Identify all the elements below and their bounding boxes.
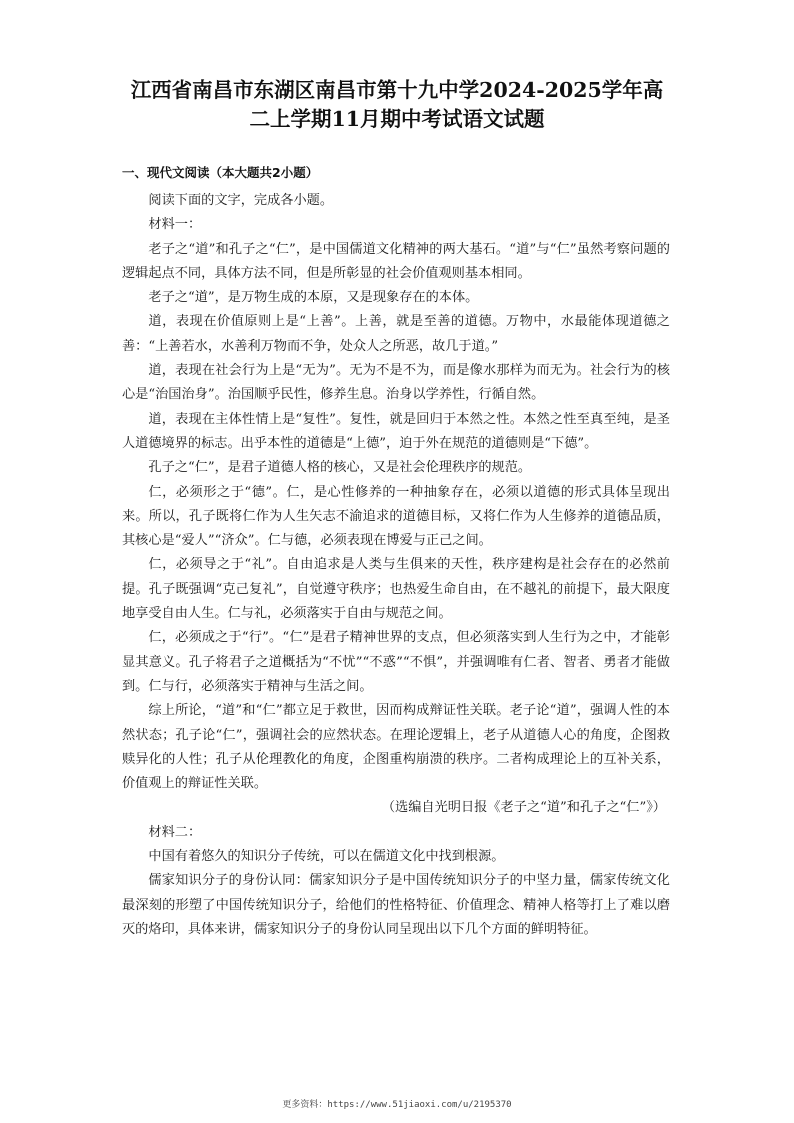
source-citation: （选编自光明日报《老子之“道”和孔子之“仁”》） <box>381 800 666 816</box>
paragraph: 老子之“道”，是万物生成的本原，又是现象存在的本体。 <box>148 290 479 306</box>
paragraph: 综上所论，“道”和“仁”都立足于救世，因而构成辩证性关联。老子论“道”，强调人性的本然状态；孔子论“仁”，强调社会的应然状态。在理论逻辑上，老子从道德人心的角度，企图救赎异化的人性；孔子从伦理教化的角度，企图重构崩溃的秩序。二者构成理论上的互补关系，价值观上的辩证性关联。 <box>122 703 670 792</box>
document-title <box>100 76 694 134</box>
paragraph: 材料一： <box>148 217 202 233</box>
paragraph: 道，表现在价值原则上是“上善”。上善，就是至善的道德。万物中，水最能体现道德之善：“上善若水，水善利万物而不争，处众人之所恶，故几于道。” <box>122 314 670 354</box>
paragraph: 仁，必须导之于“礼”。自由追求是人类与生俱来的天性，秩序建构是社会存在的必然前提。孔子既强调“克己复礼”，自觉遵守秩序；也热爱生命自由，在不越礼的前提下，最大限度地享受自由人生。仁与礼，必须落实于自由与规范之间。 <box>122 557 670 622</box>
footer-link[interactable]: 更多资料：https://www.51jiaoxi.com/u/2195370 <box>282 1100 512 1110</box>
paragraph: 阅读下面的文字，完成各小题。 <box>148 193 334 208</box>
section-heading: 一、现代文阅读（本大题共2小题） <box>122 165 319 180</box>
paragraph: 仁，必须成之于“行”。“仁”是君子精神世界的支点，但必须落实到人生行为之中，才能彰显其意义。孔子将君子之道概括为“不忧”“不惑”“不惧”，并强调唯有仁者、智者、勇者才能做到。仁与行，必须落实于精神与生活之间。 <box>122 630 670 694</box>
paragraph: 仁，必须形之于“德”。仁，是心性修养的一种抽象存在，必须以道德的形式具体呈现出来。所以，孔子既将仁作为人生矢志不渝追求的道德目标，又将仁作为人生修养的道德品质，其核心是“爱人”“济众”。仁与德，必须表现在博爱与正己之间。 <box>122 484 670 549</box>
passage-body <box>122 189 670 942</box>
paragraph: 道，表现在主体性情上是“复性”。复性，就是回归于本然之性。本然之性至真至纯，是圣人道德境界的标志。出乎本性的道德是“上德”，迫于外在规范的道德则是“下德”。 <box>122 411 670 451</box>
paragraph: 老子之“道”和孔子之“仁”，是中国儒道文化精神的两大基石。“道”与“仁”虽然考察问题的逻辑起点不同，具体方法不同，但是所彰显的社会价值观则基本相同。 <box>122 241 670 281</box>
paragraph: 材料二： <box>148 824 202 840</box>
paragraph: 中国有着悠久的知识分子传统，可以在儒道文化中找到根源。 <box>148 849 505 865</box>
paragraph: 儒家知识分子的身份认同：儒家知识分子是中国传统知识分子的中坚力量，儒家传统文化最深刻的形塑了中国传统知识分子，给他们的性格特征、价值理念、精神人格等打上了难以磨灭的烙印，具体来讲，儒家知识分子的身份认同呈现出以下几个方面的鲜明特征。 <box>122 873 670 937</box>
title-line-1: 江西省南昌市东湖区南昌市第十九中学2024-2025学年高 <box>130 78 664 102</box>
paragraph: 道，表现在社会行为上是“无为”。无为不是不为，而是像水那样为而无为。社会行为的核心是“治国治身”。治国顺乎民性，修养生息。治身以学养性，行循自然。 <box>122 363 670 403</box>
paragraph: 孔子之“仁”，是君子道德人格的核心，又是社会伦理秩序的规范。 <box>148 460 532 476</box>
title-line-2: 二上学期11月期中考试语文试题 <box>249 107 545 131</box>
